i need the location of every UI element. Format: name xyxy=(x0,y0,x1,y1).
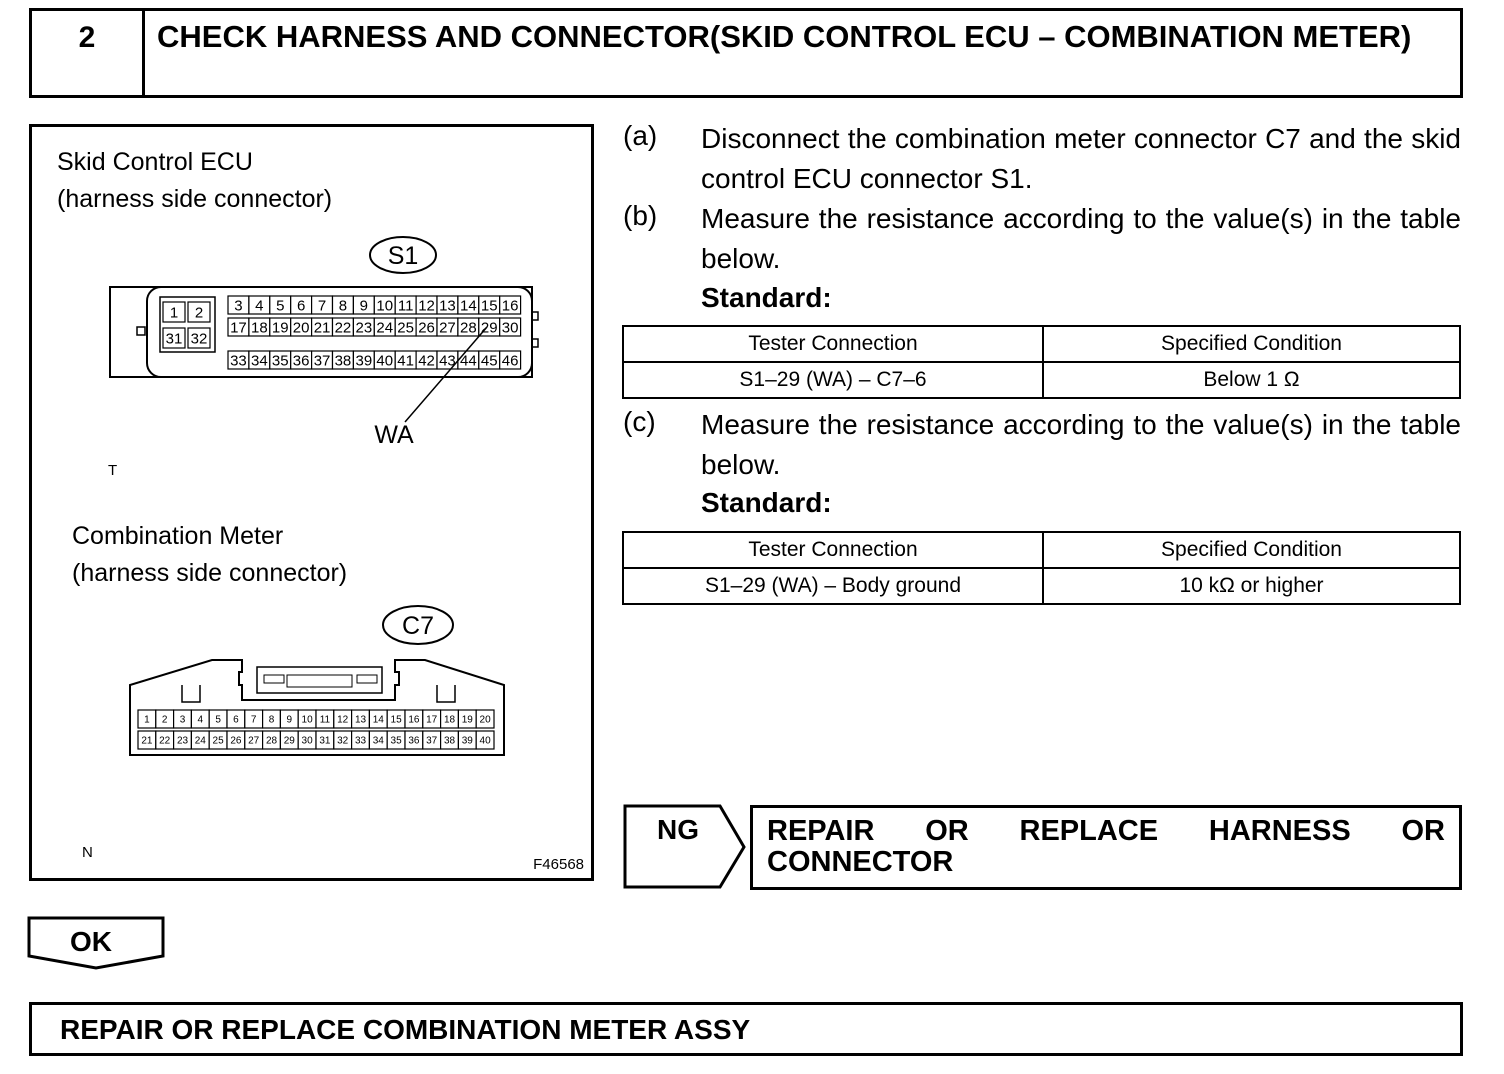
meter-pin: 17 xyxy=(426,714,438,726)
ecu-pin: 34 xyxy=(251,352,268,370)
table-c-header-connection: Tester Connection xyxy=(623,532,1043,568)
ng-label: NG xyxy=(657,814,699,845)
ng-result-text: REPAIR OR REPLACE HARNESS OR CONNECTOR xyxy=(767,815,1445,878)
connector-figure xyxy=(29,124,594,881)
wire-label: WA xyxy=(374,421,414,449)
table-c-cell-condition: 10 kΩ or higher xyxy=(1043,568,1460,604)
meter-pin: 35 xyxy=(390,735,402,747)
ecu-pin: 35 xyxy=(271,352,289,370)
meter-pin: 26 xyxy=(230,735,242,747)
meter-pin: 20 xyxy=(479,714,491,726)
ecu-pin: 11 xyxy=(397,297,414,315)
ecu-pin: 15 xyxy=(480,297,498,315)
ecu-pin: 9 xyxy=(359,297,369,315)
meter-pin: 34 xyxy=(372,735,384,747)
spec-table-b xyxy=(622,325,1461,399)
step-c-label: (c) xyxy=(623,406,656,437)
ecu-pin: 31 xyxy=(165,330,183,348)
meter-pin: 10 xyxy=(301,714,313,726)
ecu-pin: 10 xyxy=(376,297,394,315)
ecu-pin: 21 xyxy=(313,319,331,337)
ecu-pin: 26 xyxy=(418,319,435,337)
ecu-pin: 5 xyxy=(276,297,285,315)
meter-pin: 5 xyxy=(215,714,221,726)
meter-pin: 33 xyxy=(354,735,367,747)
ecu-pin: 14 xyxy=(460,297,477,315)
meter-pin: 2 xyxy=(161,714,168,726)
ecu-pin: 30 xyxy=(501,319,519,337)
ecu-pin: 46 xyxy=(501,352,519,370)
meter-pin: 1 xyxy=(144,714,150,726)
spec-table-c xyxy=(622,531,1461,605)
figure-code: F46568 xyxy=(533,856,584,873)
meter-pin: 4 xyxy=(197,714,204,726)
standard-label-c: Standard: xyxy=(701,487,832,518)
table-b-header-connection: Tester Connection xyxy=(623,326,1043,362)
ecu-pin: 28 xyxy=(460,319,477,337)
meter-pin: 21 xyxy=(141,735,153,747)
ok-label: OK xyxy=(70,926,112,957)
meter-label: Combination Meter xyxy=(72,522,284,550)
ecu-pin: 27 xyxy=(439,319,456,337)
ecu-pin: 8 xyxy=(338,297,348,315)
meter-pin: 13 xyxy=(354,714,367,726)
table-b-cell-connection: S1–29 (WA) – C7–6 xyxy=(623,362,1043,398)
meter-pin: 38 xyxy=(443,735,456,747)
meter-sublabel: (harness side connector) xyxy=(72,559,348,587)
ecu-pin: 29 xyxy=(480,319,498,337)
step-title: CHECK HARNESS AND CONNECTOR(SKID CONTROL ECU – COMBINATION METER) xyxy=(157,19,1412,54)
meter-pin: 3 xyxy=(179,714,186,726)
ecu-pin: 2 xyxy=(194,304,204,322)
ecu-pin: 32 xyxy=(190,330,208,348)
meter-pin: 24 xyxy=(194,735,206,747)
table-b-cell-condition: Below 1 Ω xyxy=(1043,362,1460,398)
ecu-pin: 6 xyxy=(296,297,306,315)
ecu-connector xyxy=(110,287,538,377)
meter-pin: 25 xyxy=(212,735,224,747)
marker-n: N xyxy=(82,844,93,861)
ecu-pin: 19 xyxy=(271,319,289,337)
meter-pin: 22 xyxy=(159,735,171,747)
ecu-label: Skid Control ECU xyxy=(57,148,253,176)
connector-diagram xyxy=(32,127,591,878)
ecu-sublabel: (harness side connector) xyxy=(57,185,333,213)
ecu-pin: 25 xyxy=(397,319,414,337)
meter-connector xyxy=(130,660,504,755)
ecu-pin: 20 xyxy=(292,319,310,337)
meter-pin: 16 xyxy=(408,714,420,726)
meter-pin: 14 xyxy=(372,714,384,726)
marker-t: T xyxy=(108,462,118,479)
meter-pin: 39 xyxy=(461,735,473,747)
ecu-pin: 38 xyxy=(334,352,352,370)
ecu-pin: 17 xyxy=(230,319,247,337)
ecu-pin: 4 xyxy=(255,297,264,315)
meter-pin: 9 xyxy=(286,714,293,726)
ecu-pin: 43 xyxy=(439,352,456,370)
meter-pin: 29 xyxy=(283,735,295,747)
meter-pin: 19 xyxy=(461,714,473,726)
step-a-label: (a) xyxy=(623,120,658,151)
final-action-box xyxy=(29,1002,1463,1056)
ecu-pin: 22 xyxy=(334,319,352,337)
meter-pin: 12 xyxy=(337,714,349,726)
ecu-pin: 39 xyxy=(355,352,373,370)
step-header xyxy=(29,8,1463,98)
table-c-header-condition: Specified Condition xyxy=(1043,532,1460,568)
ecu-pin: 42 xyxy=(418,352,435,370)
meter-pin: 6 xyxy=(233,714,239,726)
ecu-pin: 13 xyxy=(439,297,456,315)
step-a-text: Disconnect the combination meter connector C7 and the skid control ECU connector S1. xyxy=(701,123,1461,194)
step-number: 2 xyxy=(32,11,145,95)
ecu-pin: 18 xyxy=(251,319,268,337)
ecu-pin: 12 xyxy=(418,297,435,315)
step-c-text: Measure the resistance according to the value(s) in the table below. xyxy=(701,409,1461,480)
meter-pin: 15 xyxy=(390,714,402,726)
ng-result-box xyxy=(750,805,1462,890)
ecu-pin: 1 xyxy=(169,304,179,322)
meter-pin: 37 xyxy=(426,735,438,747)
meter-pin: 40 xyxy=(479,735,491,747)
table-b-header-condition: Specified Condition xyxy=(1043,326,1460,362)
ecu-pin: 44 xyxy=(460,352,477,370)
s1-id: S1 xyxy=(387,242,419,270)
ecu-pin: 36 xyxy=(292,352,310,370)
ecu-pin: 40 xyxy=(376,352,394,370)
ecu-pin: 45 xyxy=(480,352,498,370)
step-b-label: (b) xyxy=(623,200,658,231)
ecu-pin: 33 xyxy=(230,352,247,370)
standard-label-b: Standard: xyxy=(701,282,832,313)
meter-pin: 32 xyxy=(337,735,349,747)
ecu-pin: 37 xyxy=(313,352,331,370)
meter-pin: 28 xyxy=(265,735,278,747)
ecu-pin: 3 xyxy=(234,297,243,315)
meter-pin: 7 xyxy=(250,714,257,726)
ecu-pin: 16 xyxy=(501,297,519,315)
c7-id: C7 xyxy=(402,612,434,640)
final-action-text: REPAIR OR REPLACE COMBINATION METER ASSY xyxy=(60,1014,751,1045)
meter-pin: 11 xyxy=(319,714,331,726)
meter-pin: 27 xyxy=(248,735,260,747)
meter-pin: 31 xyxy=(319,735,331,747)
step-b-text: Measure the resistance according to the value(s) in the table below. xyxy=(701,203,1461,274)
ecu-pin: 24 xyxy=(376,319,394,337)
ecu-pin: 41 xyxy=(397,352,414,370)
table-c-cell-connection: S1–29 (WA) – Body ground xyxy=(623,568,1043,604)
meter-pin: 8 xyxy=(268,714,275,726)
meter-pin: 18 xyxy=(443,714,456,726)
ecu-pin: 7 xyxy=(317,297,327,315)
ecu-pin: 23 xyxy=(355,319,373,337)
meter-pin: 30 xyxy=(301,735,313,747)
meter-pin: 36 xyxy=(408,735,420,747)
meter-pin: 23 xyxy=(176,735,189,747)
